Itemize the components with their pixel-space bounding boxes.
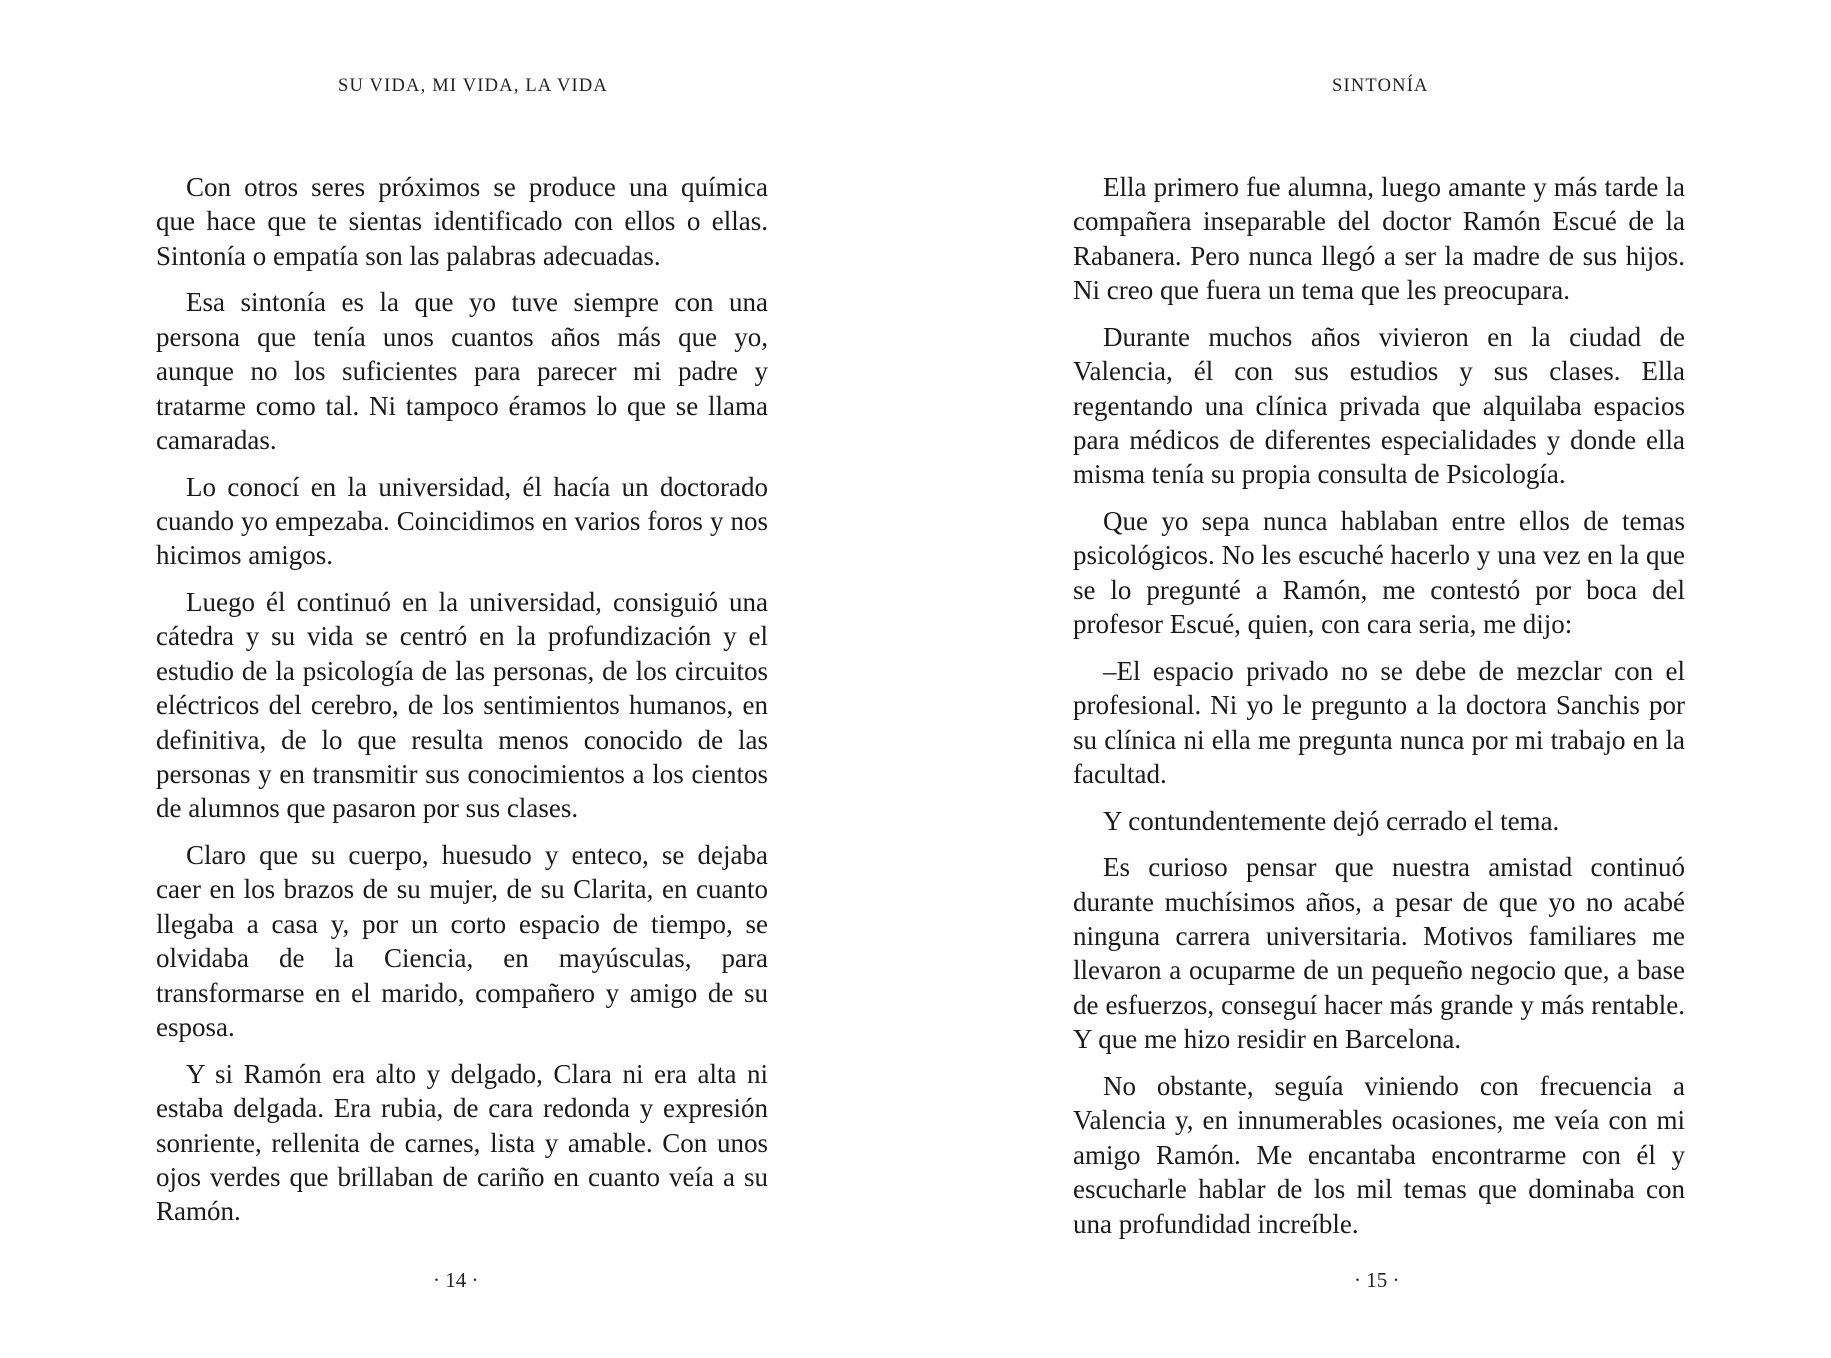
paragraph: No obstante, seguía viniendo con frecuencia a Valencia y, en innumerables ocasiones, me veía con mi amigo Ramón. Me encantaba encontrarme con él y escucharle hablar de los mil temas que dominaba con una profundidad increíble. <box>1073 1070 1685 1239</box>
body-text-right <box>1073 170 1685 1253</box>
right-page <box>916 0 1831 1358</box>
paragraph: Y contundentemente dejó cerrado el tema. <box>1103 805 1560 836</box>
paragraph: Luego él continuó en la universidad, consiguió una cátedra y su vida se centró en la profundización y el estudio de la psicología de las personas, de los circuitos eléctricos del cerebro, de los sentimientos humanos, en definitiva, de lo que resulta menos conocido de las personas y en transmitir sus conocimientos a los cientos de alumnos que pasaron por sus clases. <box>156 587 768 824</box>
paragraph: Con otros seres próximos se produce una química que hace que te sientas identificado con ellos o ellas. Sintonía o empatía son las palabras adecuadas. <box>156 172 768 271</box>
paragraph: Durante muchos años vivieron en la ciudad de Valencia, él con sus estudios y sus clases. Ella regentando una clínica privada que alquilaba espacios para médicos de diferentes especialidades y donde ella misma tenía su propia consulta de Psicología. <box>1073 321 1685 490</box>
paragraph: Claro que su cuerpo, huesudo y enteco, se dejaba caer en los brazos de su mujer, de su Clarita, en cuanto llegaba a casa y, por un corto espacio de tiempo, se olvidaba de la Ciencia, en mayúsculas, para transformarse en el marido, compañero y amigo de su esposa. <box>156 840 768 1043</box>
paragraph: –El espacio privado no se debe de mezclar con el profesional. Ni yo le pregunto a la doctora Sanchis por su clínica ni ella me pregunta nunca por mi trabajo en la facultad. <box>1073 655 1685 790</box>
paragraph: Esa sintonía es la que yo tuve siempre con una persona que tenía unos cuantos años más que yo, aunque no los suficientes para parecer mi padre y tratarme como tal. Ni tampoco éramos lo que se llama camaradas. <box>156 287 768 456</box>
paragraph: Que yo sepa nunca hablaban entre ellos de temas psicológicos. No les escuché hacerlo y una vez en la que se lo pregunté a Ramón, me contestó por boca del profesor Escué, quien, con cara seria, me dijo: <box>1073 506 1685 640</box>
body-text-left <box>156 170 768 1241</box>
paragraph: Y si Ramón era alto y delgado, Clara ni era alta ni estaba delgada. Era rubia, de cara redonda y expresión sonriente, rellenita de carnes, lista y amable. Con unos ojos verdes que brillaban de cariño en cuanto veía a su Ramón. <box>156 1058 768 1227</box>
paragraph: Es curioso pensar que nuestra amistad continuó durante muchísimos años, a pesar de que yo no acabé ninguna carrera universitaria. Motivos familiares me llevaron a ocuparme de un pequeño negocio que, a base de esfuerzos, conseguí hacer más grande y más rentable. Y que me hizo residir en Barcelona. <box>1073 852 1685 1055</box>
page-number-right: · 15 · <box>1354 1268 1400 1292</box>
left-page <box>0 0 915 1358</box>
paragraph: Lo conocí en la universidad, él hacía un doctorado cuando yo empezaba. Coincidimos en varios foros y nos hicimos amigos. <box>156 471 768 571</box>
running-head-left: SU VIDA, MI VIDA, LA VIDA <box>338 76 608 96</box>
running-head-right: SINTONÍA <box>1332 76 1429 96</box>
paragraph: Ella primero fue alumna, luego amante y más tarde la compañera inseparable del doctor Ramón Escué de la Rabanera. Pero nunca llegó a ser la madre de sus hijos. Ni creo que fuera un tema que les preocupara. <box>1073 172 1685 306</box>
page-number-left: · 14 · <box>433 1268 479 1292</box>
